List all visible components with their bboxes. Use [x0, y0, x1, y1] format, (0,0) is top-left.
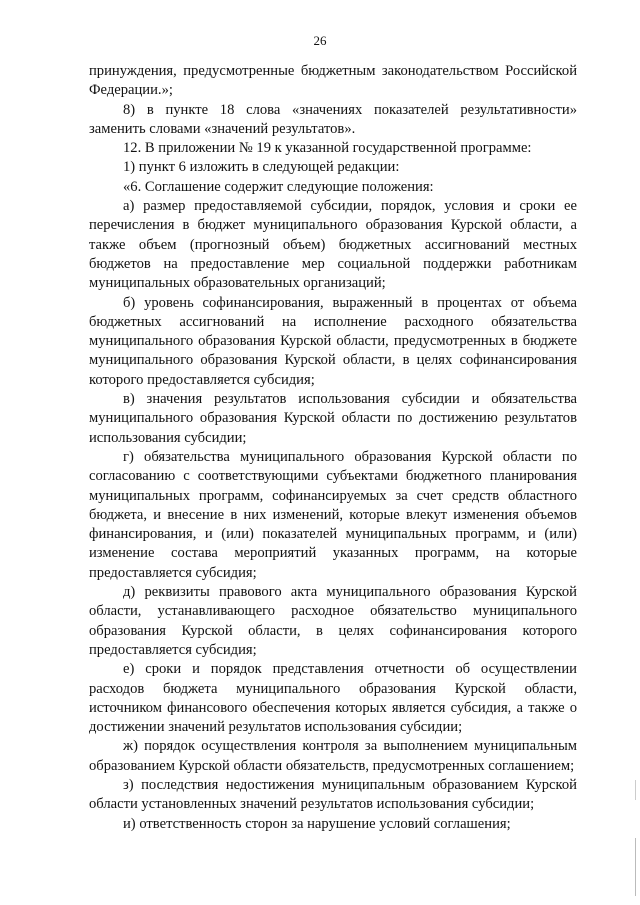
page-number: 26 [313, 33, 327, 48]
paragraph-clause-g: г) обязательства муниципального образования Курской области по согласованию с соответствующими субъектами бюджетного планирования муниципальных программ, софинансируемых за счет средств областного бюджета, и внесение в них изменений, которые влекут изменения объемов финансирования, и (или) показателей муниципальных программ, и (или) изменение состава мероприятий указанных программ, на которые предоставляется субсидия; [89, 448, 577, 581]
scan-edge-mark [635, 838, 636, 896]
paragraph-clause-i: и) ответственность сторон за нарушение условий соглашения; [123, 815, 511, 832]
paragraph-clause-a: а) размер предоставляемой субсидии, порядок, условия и сроки ее перечисления в бюджет муниципального образования Курской области, а также объем (прогнозный объем) бюджетных ассигнований местных бюджетов на предоставление мер социальной поддержки работникам муниципальных образовательных организаций; [89, 198, 577, 292]
paragraph-clause-6: «6. Соглашение содержит следующие положения: [123, 178, 434, 195]
paragraph-clause-e: е) сроки и порядок представления отчетности об осуществлении расходов бюджета муниципального образования Курской области, источником финансового обеспечения которых является субсидия, а также о достижении значений результатов использования субсидии; [89, 661, 577, 736]
paragraph-clause-d: д) реквизиты правового акта муниципального образования Курской области, устанавливающего расходное обязательство муниципального образования Курской области, в целях софинансирования которого предоставляется субсидия; [89, 584, 577, 658]
paragraph-clause-z: з) последствия недостижения муниципальным образованием Курской области установленных значений результатов использования субсидии; [89, 776, 577, 813]
paragraph-clause-b: б) уровень софинансирования, выраженный в процентах от объема бюджетных ассигнований на исполнение расходного обязательства муниципального образования Курской области, предусмотренных в бюджете муниципального образования Курской области, в целях софинансирования которого предоставляется субсидия; [89, 294, 577, 388]
paragraph-item-1: 1) пункт 6 изложить в следующей редакции: [123, 159, 400, 176]
paragraph-section-12: 12. В приложении № 19 к указанной государственной программе: [123, 140, 532, 157]
paragraph-clause-zh: ж) порядок осуществления контроля за выполнением муниципальным образованием Курской области обязательств, предусмотренных соглашением; [89, 738, 577, 774]
paragraph-item-8: 8) в пункте 18 слова «значениях показателей результативности» заменить словами «значений результатов». [89, 101, 577, 137]
scan-edge-mark [635, 780, 636, 800]
paragraph-clause-v: в) значения результатов использования субсидии и обязательства муниципального образования Курской области по достижению результатов использования субсидии; [89, 391, 577, 446]
paragraph-continuation: принуждения, предусмотренные бюджетным законодательством Российской Федерации.»; [89, 63, 577, 99]
document-body [89, 62, 577, 834]
